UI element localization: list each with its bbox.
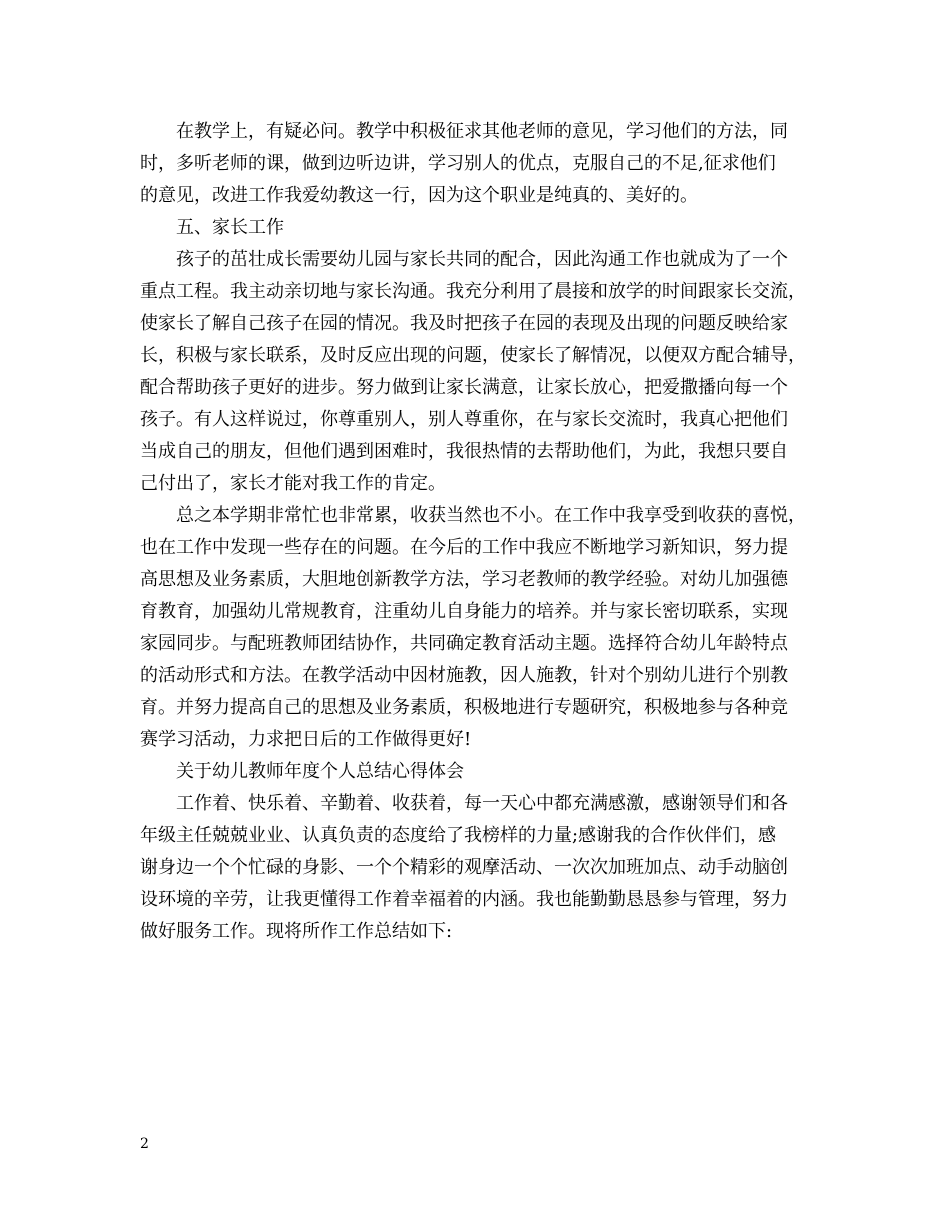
text-line: 赛学习活动，力求把日后的工作做得更好! [140, 729, 472, 750]
text-line: 谢身边一个个忙碌的身影、一个个精彩的观摩活动、一次次加班加点、动手动脑创 [140, 857, 788, 878]
text-line: 关于幼儿教师年度个人总结心得体会 [176, 761, 464, 782]
text-line: 五、家长工作 [176, 217, 284, 238]
text-line: 的活动形式和方法。在教学活动中因材施教，因人施教，针对个别幼儿进行个别教 [140, 665, 788, 686]
text-line: 己付出了，家长才能对我工作的肯定。 [140, 473, 446, 494]
text-line: 的意见，改进工作我爱幼教这一行，因为这个职业是纯真的、美好的。 [140, 185, 698, 206]
document-body [140, 116, 820, 948]
text-line: 当成自己的朋友，但他们遇到困难时，我很热情的去帮助他们，为此，我想只要自 [140, 441, 788, 462]
text-line: 高思想及业务素质，大胆地创新教学方法，学习老教师的教学经验。对幼儿加强德 [140, 569, 788, 590]
text-line: 年级主任兢兢业业、认真负责的态度给了我榜样的力量;感谢我的合作伙伴们，感 [140, 825, 777, 846]
text-line: 时，多听老师的课，做到边听边讲，学习别人的优点，克服自己的不足,征求他们 [140, 153, 776, 174]
text-line: 总之本学期非常忙也非常累，收获当然也不小。在工作中我享受到收获的喜悦， [176, 505, 806, 526]
text-line: 育教育，加强幼儿常规教育，注重幼儿自身能力的培养。并与家长密切联系，实现 [140, 601, 788, 622]
text-line: 也在工作中发现一些存在的问题。在今后的工作中我应不断地学习新知识，努力提 [140, 537, 788, 558]
text-line: 在教学上，有疑必问。教学中积极征求其他老师的意见，学习他们的方法，同 [176, 121, 788, 142]
text-line: 育。并努力提高自己的思想及业务素质，积极地进行专题研究，积极地参与各种竞 [140, 697, 788, 718]
text-line: 重点工程。我主动亲切地与家长沟通。我充分利用了晨接和放学的时间跟家长交流， [140, 281, 806, 302]
page-number: 2 [140, 1136, 149, 1152]
text-line: 使家长了解自己孩子在园的情况。我及时把孩子在园的表现及出现的问题反映给家 [140, 313, 788, 334]
text-line: 做好服务工作。现将所作工作总结如下: [140, 921, 453, 942]
text-line: 家园同步。与配班教师团结协作，共同确定教育活动主题。选择符合幼儿年龄特点 [140, 633, 788, 654]
text-line: 孩子的茁壮成长需要幼儿园与家长共同的配合，因此沟通工作也就成为了一个 [176, 249, 788, 270]
text-line: 孩子。有人这样说过，你尊重别人，别人尊重你，在与家长交流时，我真心把他们 [140, 409, 788, 430]
text-line: 配合帮助孩子更好的进步。努力做到让家长满意，让家长放心，把爱撒播向每一个 [140, 377, 788, 398]
text-line: 长，积极与家长联系，及时反应出现的问题，使家长了解情况，以便双方配合辅导， [140, 345, 806, 366]
text-line: 设环境的辛劳，让我更懂得工作着幸福着的内涵。我也能勤勤恳恳参与管理，努力 [140, 889, 788, 910]
text-line: 工作着、快乐着、辛勤着、收获着，每一天心中都充满感激，感谢领导们和各 [176, 793, 788, 814]
